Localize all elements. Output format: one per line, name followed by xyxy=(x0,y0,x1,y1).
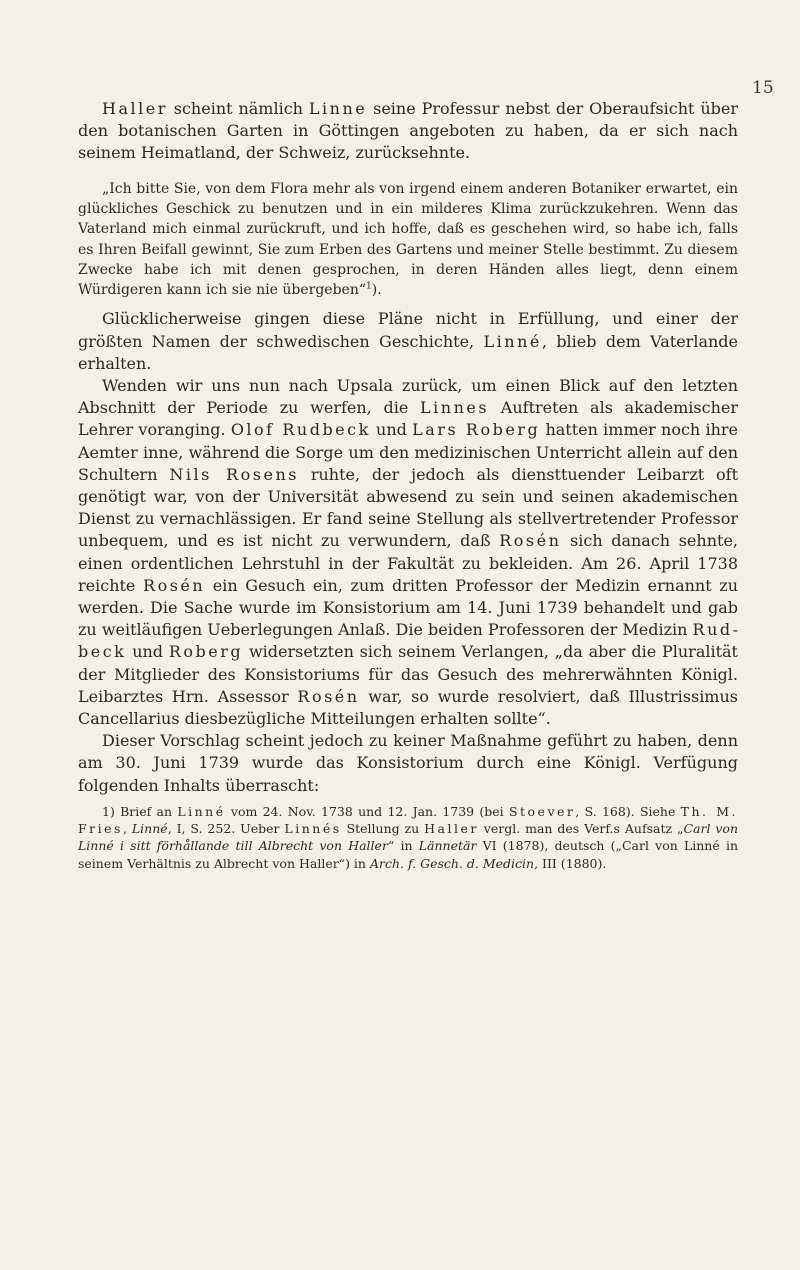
name-linne: Linné xyxy=(483,331,542,351)
paragraph-3: Wenden wir uns nun nach Upsala zurück, um einen Blick auf den letzten Abschnitt der Periode zu werfen, die Linnes Auftreten als akademischer Lehrer voranging. Olof Rudbeck und Lars Roberg hatten immer noch ihre Aemter inne, während die Sorge um den medizinischen Unterricht allein auf den Schultern Nils Rosens ruhte, der jedoch als diensttuender Leibarzt oft genötigt war, von der Universität abwesend zu sein und seinen akademischen Dienst zu vernachlässigen. Er fand seine Stellung als stellvertretender Professor unbequem, und es ist nicht zu verwundern, daß Rosén sich danach sehnte, einen ordentlichen Lehrstuhl in der Fakultät zu bekleiden. Am 26. April 1738 reichte Rosén ein Gesuch ein, zum dritten Professor der Medizin ernannt zu werden. Die Sache wurde im Konsistorium am 14. Juni 1739 behandelt und gab zu weitläufigen Ueberlegungen Anlaß. Die beiden Professoren der Medizin Rudbeck und Roberg widersetzten sich seinem Verlangen, „da aber die Pluralität der Mitglieder des Konsistoriums für das Gesuch des mehrerwähnten Königl. Leibarztes Hrn. Assessor Rosén war, so wurde resolviert, daß Illustrissimus Cancellarius diesbezügliche Mitteilungen erhalten sollte“. xyxy=(78,376,739,729)
name-haller: Haller xyxy=(102,99,168,118)
page-body xyxy=(78,98,738,872)
footnote-ref: 1 xyxy=(366,281,372,292)
paragraph-2: Glücklicherweise gingen diese Pläne nicht in Erfüllung, und einer der größten Namen der schwedischen Geschichte, Linné, blieb dem Vaterlande erhalten. xyxy=(78,309,738,373)
page-number: 15 xyxy=(752,78,774,98)
footnote: 1) Brief an Linné vom 24. Nov. 1738 und 12. Jan. 1739 (bei Stoever, S. 168). Siehe Th. M. Fries, Linné, I, S. 252. Ueber Linnés Stellung zu Haller vergl. man des Verf.s Aufsatz „Carl von Linné i sitt förhållande till Albrecht von Haller“ in Lännetär VI (1878), deutsch („Carl von Linné in seinem Verhältnis zu Albrecht von Haller“) in Arch. f. Gesch. d. Medicin, III (1880). xyxy=(78,803,739,871)
paragraph-4: Dieser Vorschlag scheint jedoch zu keiner Maßnahme geführt zu haben, denn am 30. Juni 1739 wurde das Konsistorium durch eine Königl. Verfügung folgenden Inhalts überrascht: xyxy=(78,731,738,795)
paragraph-1: Haller scheint nämlich Linne seine Professur nebst der Oberaufsicht über den botanischen Garten in Göttingen angeboten zu haben, da er sich nach seinem Heimatland, der Schweiz, zurücksehnte. xyxy=(78,99,739,163)
name-linne: Linne xyxy=(308,99,368,118)
block-quote: „Ich bitte Sie, von dem Flora mehr als von irgend einem anderen Botaniker erwartet, ein glückliches Geschick zu benutzen und in ein milderes Klima zurückzukehren. Wenn das Vaterland mich einmal zurückruft, und ich hoffe, daß es geschehen wird, so habe ich, falls es Ihren Beifall gewinnt, Sie zum Erben des Gartens und meiner Stelle bestimmt. Zu diesem Zwecke habe ich mit denen gesprochen, in deren Händen alles liegt, denn einem Würdigeren kann ich sie nie übergeben“$^1$). xyxy=(78,180,738,299)
